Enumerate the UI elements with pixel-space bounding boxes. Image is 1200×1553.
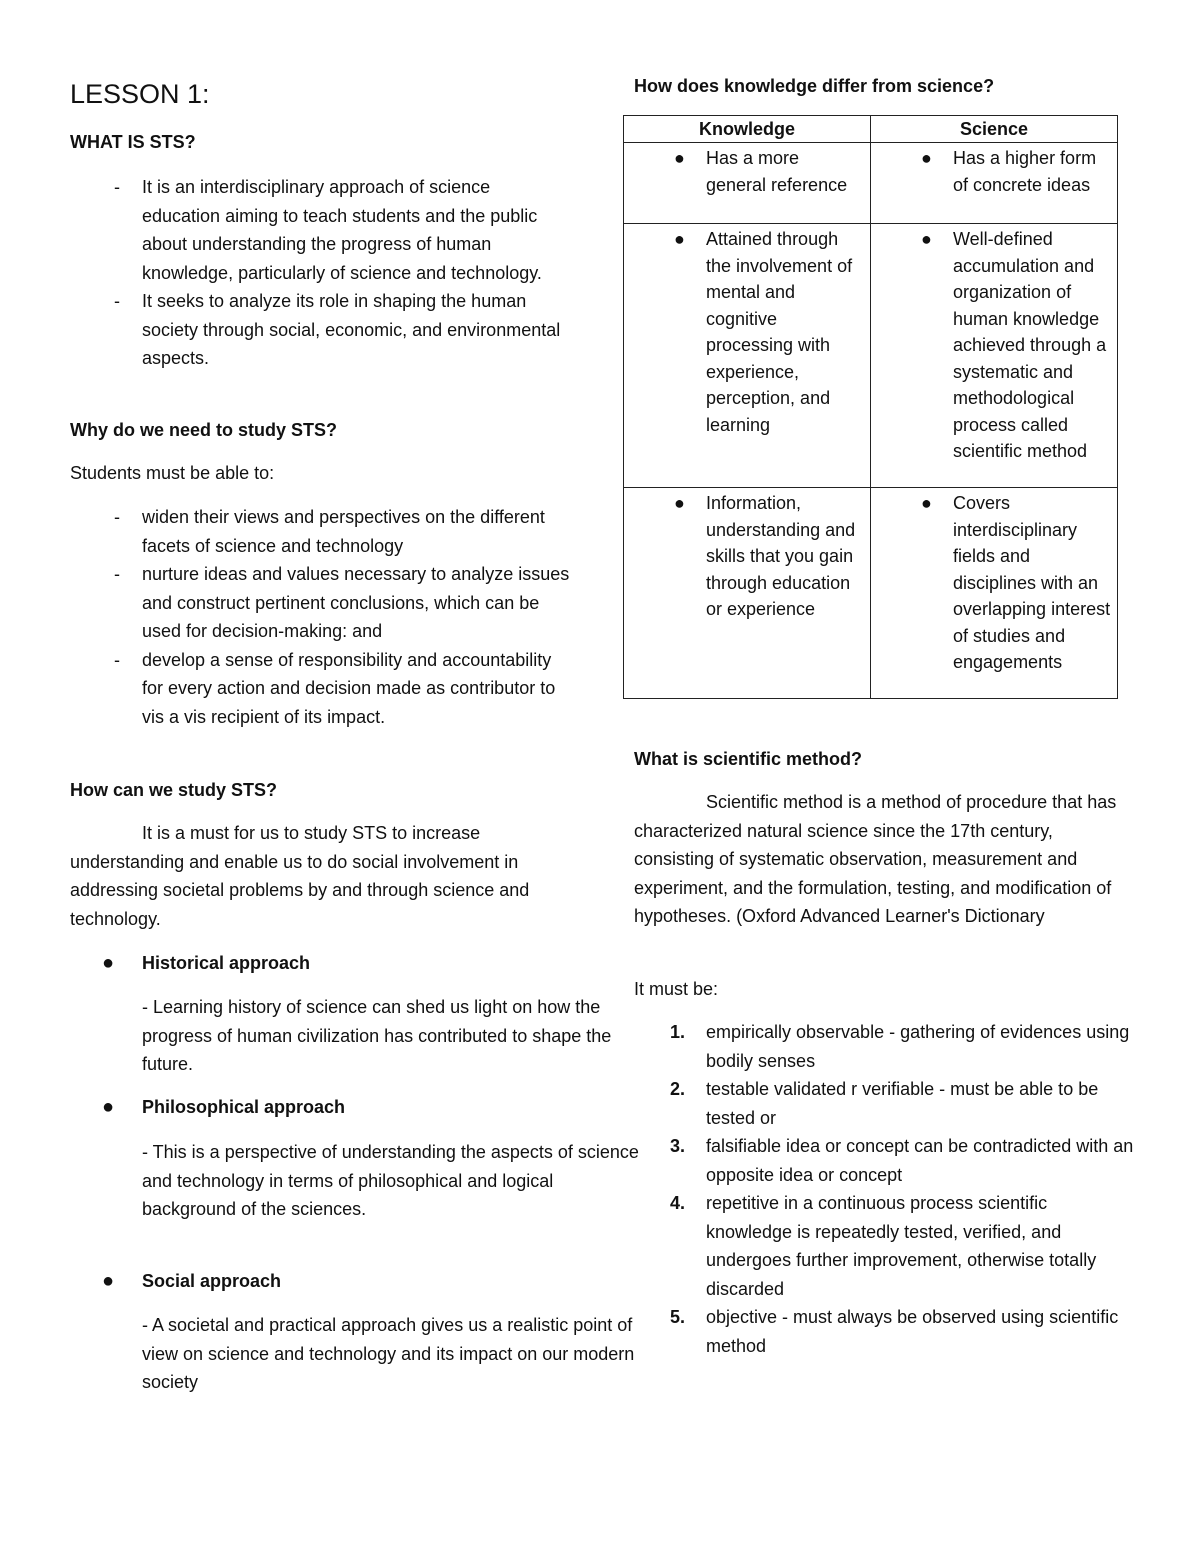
list-item: - develop a sense of responsibility and accountability for every action and decision made as contributor to vis a vis recipient of its impact.	[70, 646, 570, 732]
table-header-row	[624, 116, 1118, 143]
list-item	[634, 1018, 1134, 1075]
table-cell	[871, 224, 1118, 488]
approach-title: Historical approach	[142, 953, 311, 973]
bullet-icon: ●	[102, 952, 115, 974]
item-text: objective - must always be observed using scientific method	[706, 1307, 1119, 1356]
list-item: - It is an interdisciplinary approach of science education aiming to teach students and the public about understanding the progress of human knowledge, particularly of science and technology.	[70, 173, 570, 287]
bullet-icon: ●	[102, 1096, 115, 1118]
cell-text: Has a higher form of concrete ideas	[953, 148, 1097, 195]
list-item	[634, 1132, 1134, 1189]
bullet-icon: ●	[674, 493, 685, 513]
list-item: - widen their views and perspectives on the different facets of science and technology	[70, 503, 570, 560]
list-item: - It seeks to analyze its role in shaping the human society through social, economic, and environmental aspects.	[70, 287, 570, 373]
item-text: empirically observable - gathering of evidences using bodily senses	[706, 1022, 1130, 1071]
cell-text: Information, understanding and skills that you gain through education or experience	[706, 493, 856, 619]
approach-title: Social approach	[142, 1271, 282, 1291]
item-number: 3.	[670, 1136, 686, 1156]
table-header-science: Science	[871, 116, 1118, 143]
table-cell	[624, 224, 871, 488]
bullet-icon: ●	[674, 148, 685, 168]
table-row	[624, 143, 1118, 224]
why-study-intro: Students must be able to:	[70, 463, 275, 483]
table-row	[624, 224, 1118, 488]
bullet-icon: ●	[921, 493, 932, 513]
cell-text: Covers interdisciplinary fields and disciplines with an overlapping interest of studies and engagements	[953, 493, 1111, 672]
how-study-paragraph: It is a must for us to study STS to increase understanding and enable us to do social involvement in addressing societal problems by and through science and technology.	[70, 823, 530, 929]
social-approach	[70, 1267, 570, 1296]
approach-title: Philosophical approach	[142, 1097, 346, 1117]
lesson-title: LESSON 1:	[70, 79, 210, 109]
list-item	[634, 1303, 1134, 1360]
method-criteria-list	[634, 1018, 1134, 1360]
bullet-icon: ●	[921, 148, 932, 168]
knowledge-science-table	[623, 115, 1118, 699]
cell-text: Has a more general reference	[706, 148, 848, 195]
item-number: 5.	[670, 1307, 686, 1327]
bullet-icon: ●	[102, 1270, 115, 1292]
approach-description: - Learning history of science can shed us light on how the progress of human civilization has contributed to shape the future.	[142, 997, 612, 1074]
item-number: 4.	[670, 1193, 686, 1213]
cell-text: Attained through the involvement of mental and cognitive processing with experience, perception, and learning	[706, 229, 853, 435]
what-is-sts-heading: WHAT IS STS?	[70, 132, 196, 152]
item-number: 1.	[670, 1022, 686, 1042]
approach-description: - A societal and practical approach gives us a realistic point of view on science and technology and its impact on our modern society	[142, 1315, 635, 1392]
table-row	[624, 488, 1118, 699]
table-cell	[624, 488, 871, 699]
philosophical-approach	[70, 1093, 570, 1122]
item-text: testable validated r verifiable - must be able to be tested or	[706, 1079, 1099, 1128]
list-item: - nurture ideas and values necessary to analyze issues and construct pertinent conclusions, which can be used for decision-making: and	[70, 560, 570, 646]
table-cell	[871, 488, 1118, 699]
table-cell	[624, 143, 871, 224]
approach-description: - This is a perspective of understanding the aspects of science and technology in terms of philosophical and logical background of the sciences.	[142, 1142, 639, 1219]
what-is-sts-list	[70, 173, 570, 373]
cell-text: Well-defined accumulation and organization of human knowledge achieved through a systematic and methodological process called scientific method	[953, 229, 1107, 461]
knowledge-vs-science-heading: How does knowledge differ from science?	[634, 76, 995, 96]
list-item	[634, 1075, 1134, 1132]
how-study-heading: How can we study STS?	[70, 780, 278, 800]
why-study-heading: Why do we need to study STS?	[70, 420, 338, 440]
bullet-icon: ●	[674, 229, 685, 249]
item-text: falsifiable idea or concept can be contradicted with an opposite idea or concept	[706, 1136, 1134, 1185]
must-be-intro: It must be:	[634, 979, 719, 999]
table-header-knowledge: Knowledge	[624, 116, 871, 143]
why-study-list	[70, 503, 570, 731]
table-cell	[871, 143, 1118, 224]
bullet-icon: ●	[921, 229, 932, 249]
scientific-method-paragraph: Scientific method is a method of procedure that has characterized natural science since the 17th century, consisting of systematic observation, measurement and experiment, and the formulation, testing, and modification of hypotheses. (Oxford Advanced Learner's Dictionary	[634, 792, 1117, 926]
item-text: repetitive in a continuous process scientific knowledge is repeatedly tested, verified, and undergoes further improvement, otherwise totally discarded	[706, 1193, 1097, 1299]
historical-approach	[70, 949, 570, 978]
item-number: 2.	[670, 1079, 686, 1099]
list-item	[634, 1189, 1134, 1303]
scientific-method-heading: What is scientific method?	[634, 749, 863, 769]
